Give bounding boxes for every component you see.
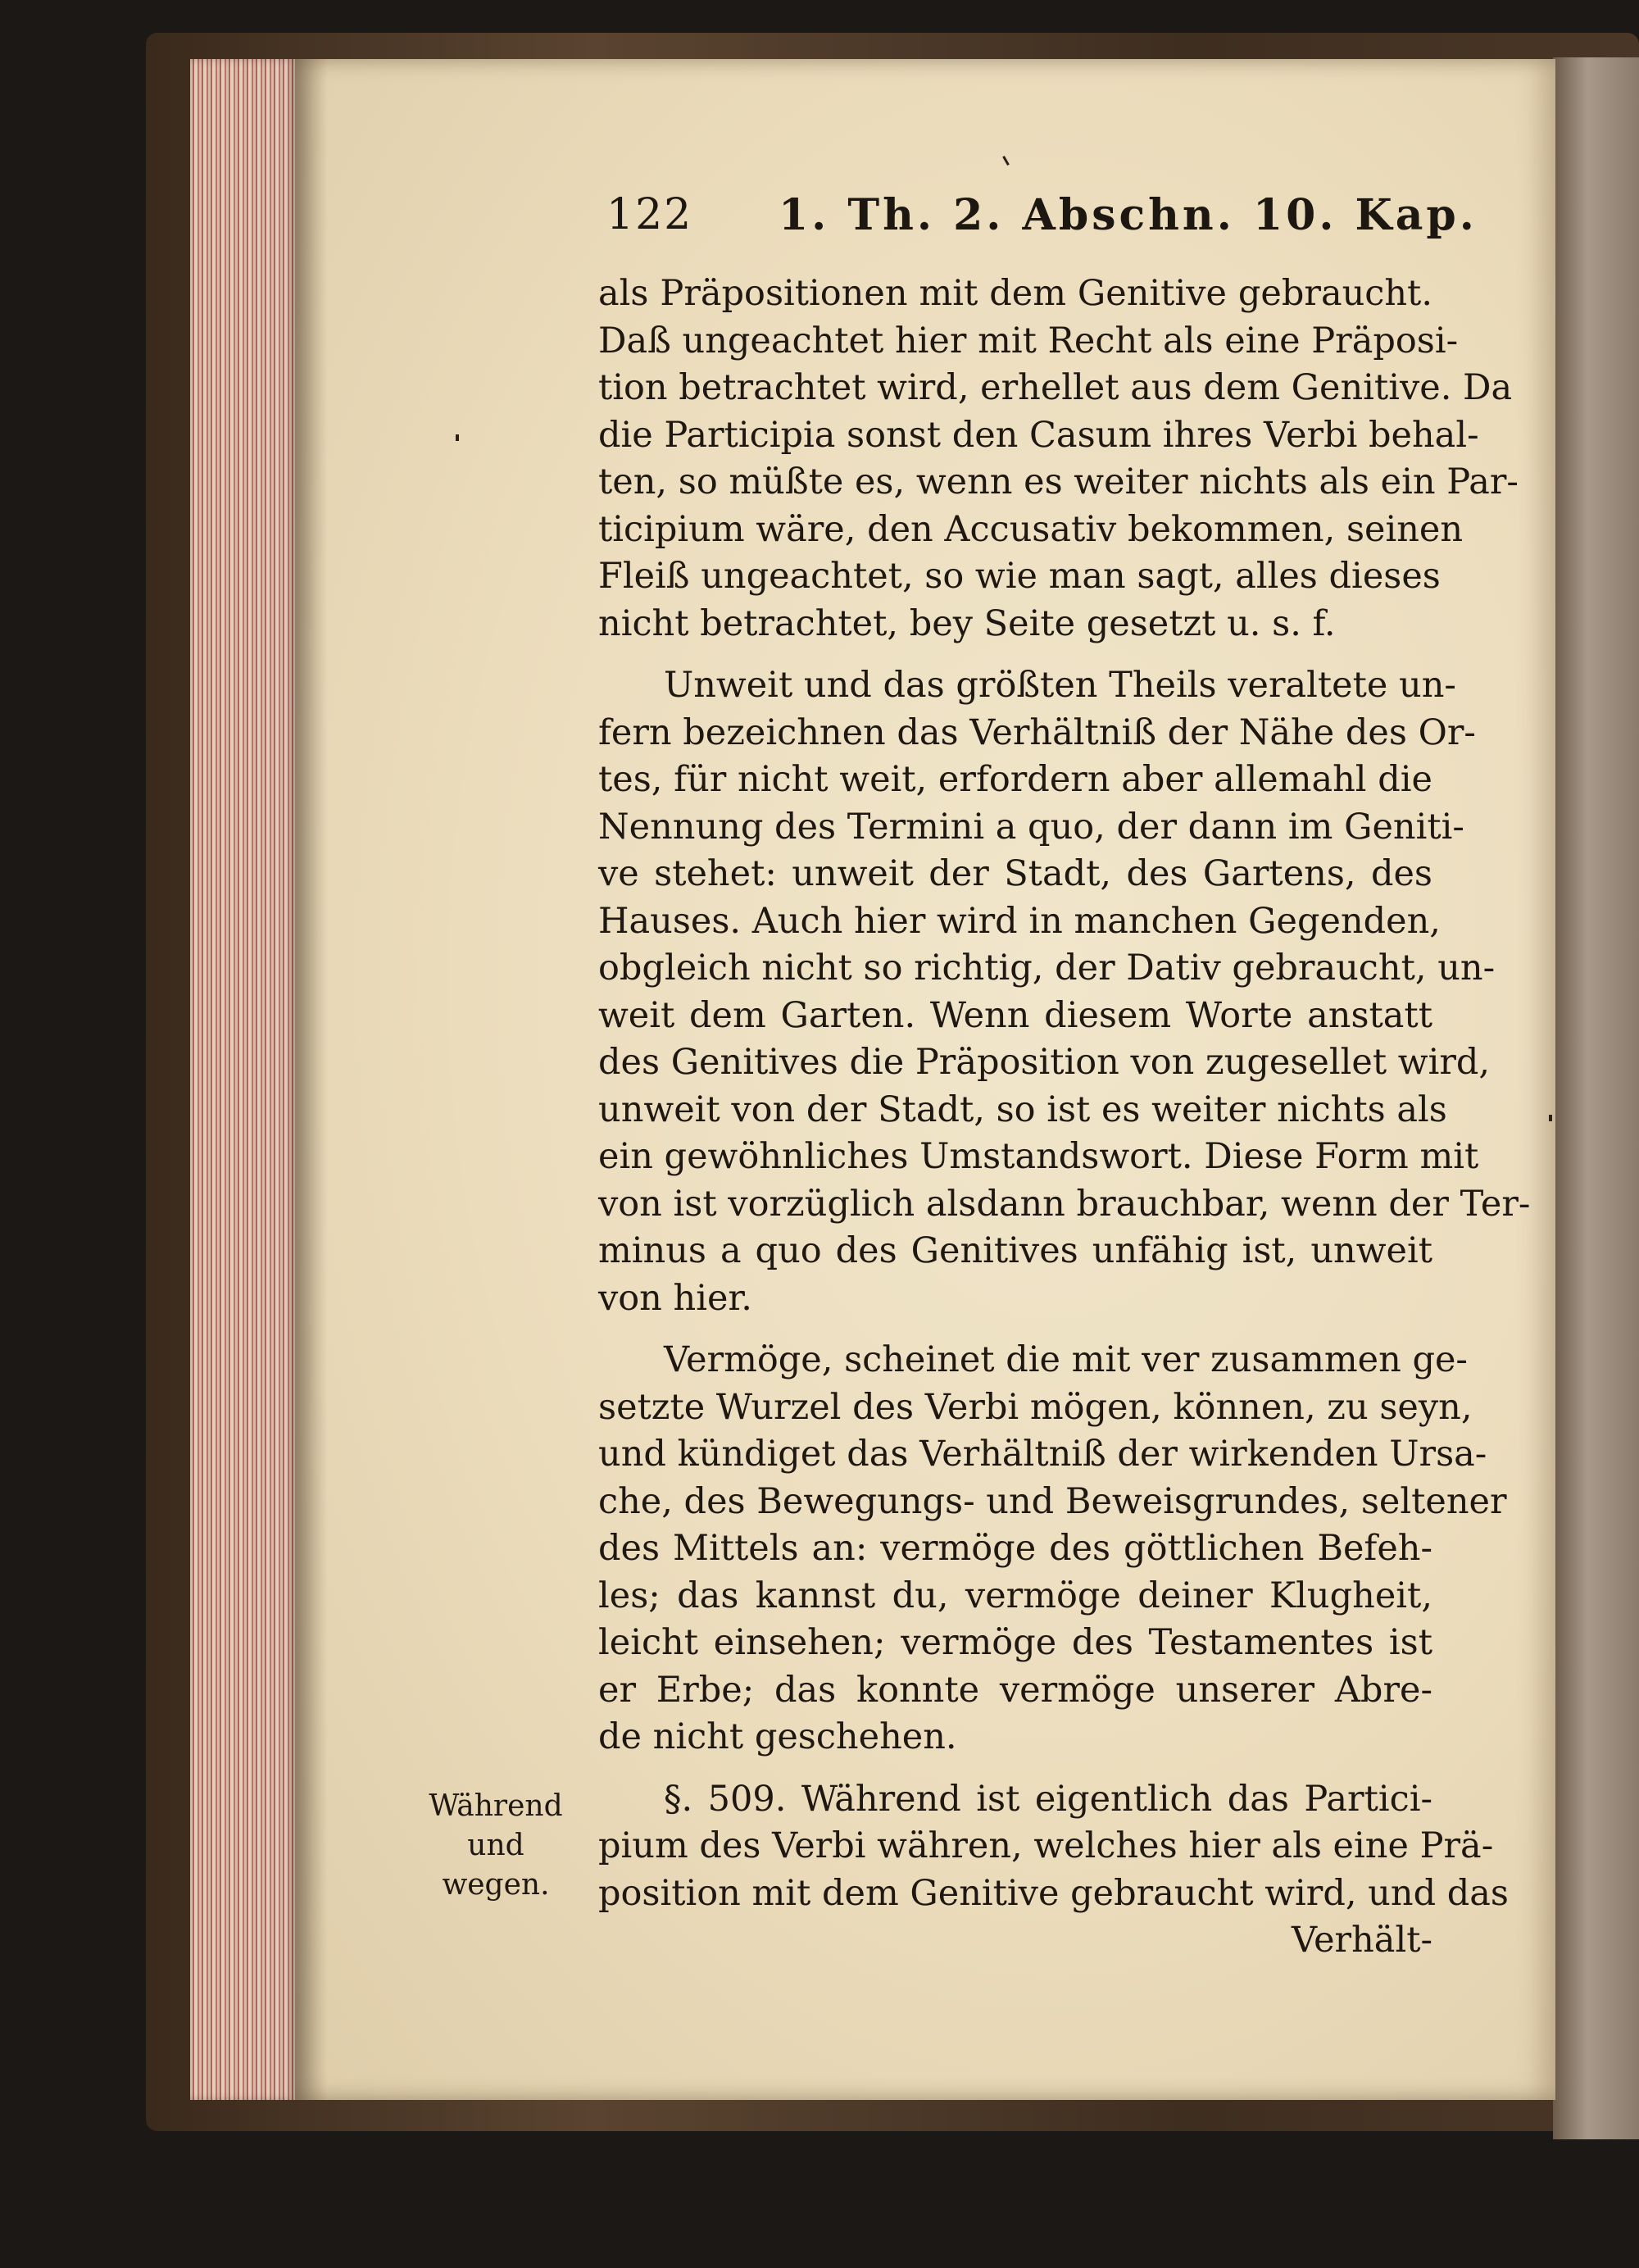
paragraph: [598, 662, 1531, 1322]
paragraph: [598, 1337, 1507, 1761]
gutter-shadow: [295, 59, 328, 2100]
text-line: von hier.: [598, 1277, 752, 1319]
text-line: Fleiß ungeachtet, so wie man sagt, alles dieses: [598, 556, 1441, 597]
text-line: Hauses. Auch hier wird in manchen Gegenden,: [598, 900, 1441, 942]
ink-speck: [1549, 1115, 1552, 1121]
paragraph: [598, 270, 1519, 648]
text-line: Nennung des Termini a quo, der dann im Geniti-: [598, 806, 1464, 848]
text-line: §. 509. Während ist eigentlich das Partici-: [664, 1778, 1432, 1820]
text-line: fern bezeichnen das Verhältniß der Nähe des Or-: [598, 711, 1476, 753]
paragraph: [598, 1776, 1509, 1965]
text-line: Vermöge, scheinet die mit ver zusammen ge-: [664, 1339, 1468, 1380]
margin-note-line: und: [467, 1829, 524, 1862]
text-line: position mit dem Genitive gebraucht wird, und das: [598, 1872, 1509, 1914]
running-head: 1. Th. 2. Abschn. 10. Kap.: [779, 190, 1478, 240]
text-line: des Mittels an: vermöge des göttlichen Befeh-: [598, 1528, 1432, 1569]
text-line: ve stehet: unweit der Stadt, des Gartens, des: [598, 853, 1432, 894]
text-line: leicht einsehen; vermöge des Testamentes ist: [598, 1622, 1432, 1663]
text-line: tion betrachtet wird, erhellet aus dem Genitive. Da: [598, 367, 1513, 408]
text-line: che, des Bewegungs- und Beweisgrundes, seltener: [598, 1480, 1507, 1522]
text-line: nicht betrachtet, bey Seite gesetzt u. s. f.: [598, 602, 1336, 644]
body-text: [598, 270, 1531, 1965]
text-line: setzte Wurzel des Verbi mögen, können, zu seyn,: [598, 1386, 1473, 1428]
margin-note: [426, 1787, 565, 1905]
text-line: Unweit und das größten Theils veraltete un-: [664, 665, 1456, 706]
text-line: die Participia sonst den Casum ihres Verbi behal-: [598, 414, 1479, 456]
catchword: Verhält-: [1292, 1920, 1432, 1961]
text-line: pium des Verbi währen, welches hier als eine Prä-: [598, 1825, 1494, 1866]
text-line: obgleich nicht so richtig, der Dativ gebraucht, un-: [598, 948, 1496, 989]
text-line: de nicht geschehen.: [598, 1716, 957, 1757]
text-line: und kündiget das Verhältniß der wirkenden Ursa-: [598, 1434, 1487, 1475]
text-line: Daß ungeachtet hier mit Recht als eine Präposi-: [598, 320, 1459, 361]
text-line: er Erbe; das konnte vermöge unserer Abre-: [598, 1669, 1432, 1711]
text-line: als Präpositionen mit dem Genitive gebraucht.: [598, 273, 1432, 314]
margin-note-line: wegen.: [442, 1868, 550, 1902]
text-line: ten, so müßte es, wenn es weiter nichts als ein Par-: [598, 461, 1519, 502]
text-line: unweit von der Stadt, so ist es weiter nichts als: [598, 1089, 1447, 1130]
page-header: [606, 190, 1478, 248]
text-line: von ist vorzüglich alsdann brauchbar, wenn der Ter-: [598, 1183, 1531, 1225]
margin-note-line: Während: [429, 1789, 563, 1823]
text-line: ein gewöhnliches Umstandswort. Diese Form mit: [598, 1136, 1479, 1177]
text-line: ticipium wäre, den Accusativ bekommen, seinen: [598, 508, 1464, 550]
text-line: les; das kannst du, vermöge deiner Klugheit,: [598, 1575, 1432, 1616]
text-line: tes, für nicht weit, erfordern aber allemahl die: [598, 759, 1432, 800]
page-number: 122: [606, 190, 693, 239]
page-edges: [190, 59, 297, 2100]
ink-speck: [456, 434, 459, 441]
book-board-edge: [1553, 57, 1639, 2139]
text-line: weit dem Garten. Wenn diesem Worte anstatt: [598, 994, 1432, 1036]
text-line: minus a quo des Genitives unfähig ist, unweit: [598, 1230, 1432, 1271]
text-line: des Genitives die Präposition von zugesellet wird,: [598, 1042, 1491, 1083]
